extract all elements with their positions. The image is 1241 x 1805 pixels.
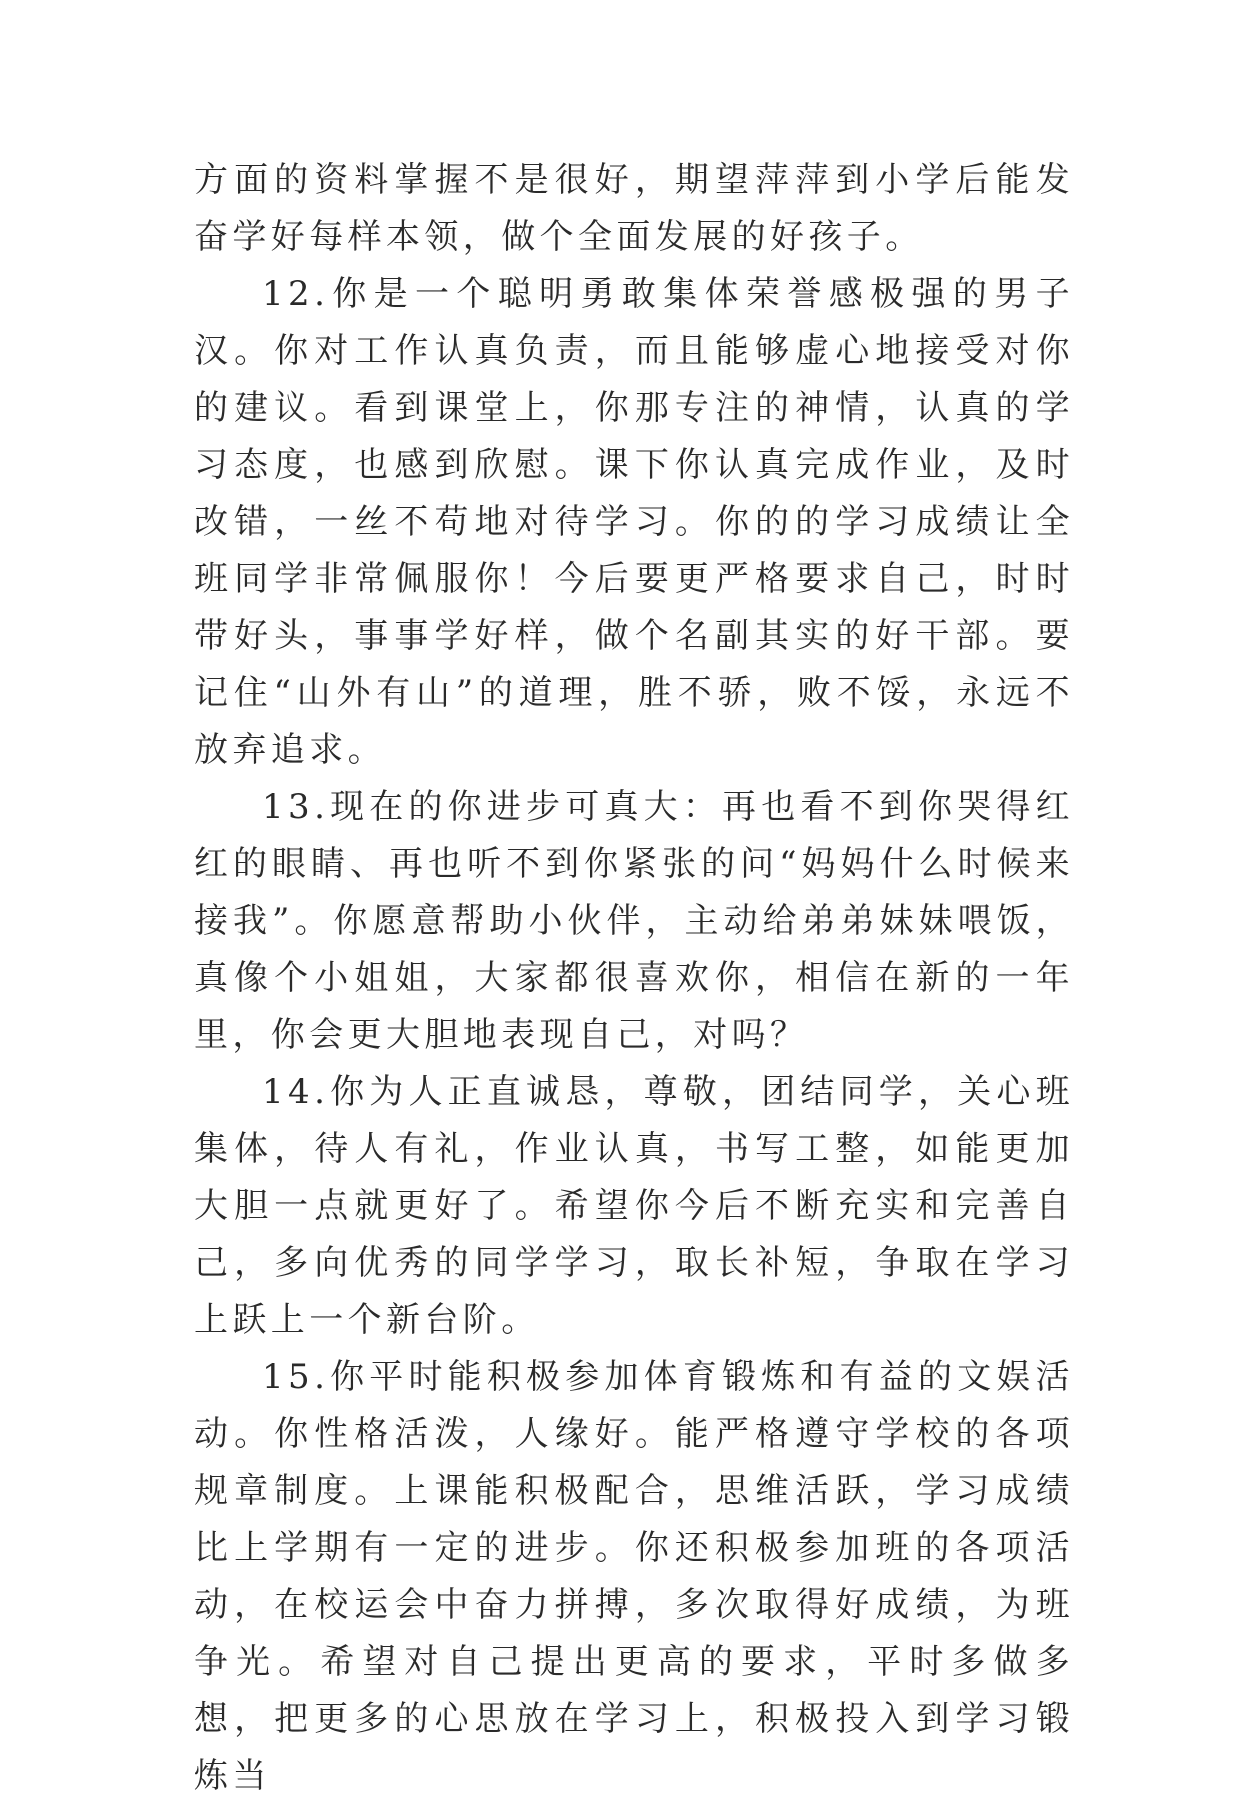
paragraph-comment-15: 15.你平时能积极参加体育锻炼和有益的文娱活动。你性格活泼，人缘好。能严格遵守学校的各项规章制度。上课能积极配合，思维活跃，学习成绩比上学期有一定的进步。你还积极参加班的各项活动，在校运会中奋力拼搏，多次取得好成绩，为班争光。希望对自己提出更高的要求，平时多做多想，把更多的心思放在学习上，积极投入到学习锻炼当 (194, 1357, 1074, 1796)
paragraph-comment-13: 13.现在的你进步可真大：再也看不到你哭得红红的眼睛、再也听不到你紧张的问“妈妈什么时候来接我”。你愿意帮助小伙伴，主动给弟弟妹妹喂饭，真像个小姐姐，大家都很喜欢你，相信在新的一年里，你会更大胆地表现自己，对吗？ (194, 787, 1074, 1055)
paragraph-comment-12: 12.你是一个聪明勇敢集体荣誉感极强的男子汉。你对工作认真负责，而且能够虚心地接受对你的建议。看到课堂上，你那专注的神情，认真的学习态度，也感到欣慰。课下你认真完成作业，及时改错，一丝不苟地对待学习。你的的学习成绩让全班同学非常佩服你！今后要更严格要求自己，时时带好头，事事学好样，做个名副其实的好干部。要记住“山外有山”的道理，胜不骄，败不馁，永远不放弃追求。 (194, 274, 1074, 770)
paragraph-comment-14: 14.你为人正直诚恳，尊敬，团结同学，关心班集体，待人有礼，作业认真，书写工整，如能更加大胆一点就更好了。希望你今后不断充实和完善自己，多向优秀的同学学习，取长补短，争取在学习上跃上一个新台阶。 (194, 1072, 1074, 1340)
paragraph-continuation: 方面的资料掌握不是很好，期望萍萍到小学后能发奋学好每样本领，做个全面发展的好孩子。 (194, 160, 1074, 257)
body-text (194, 152, 1074, 1805)
